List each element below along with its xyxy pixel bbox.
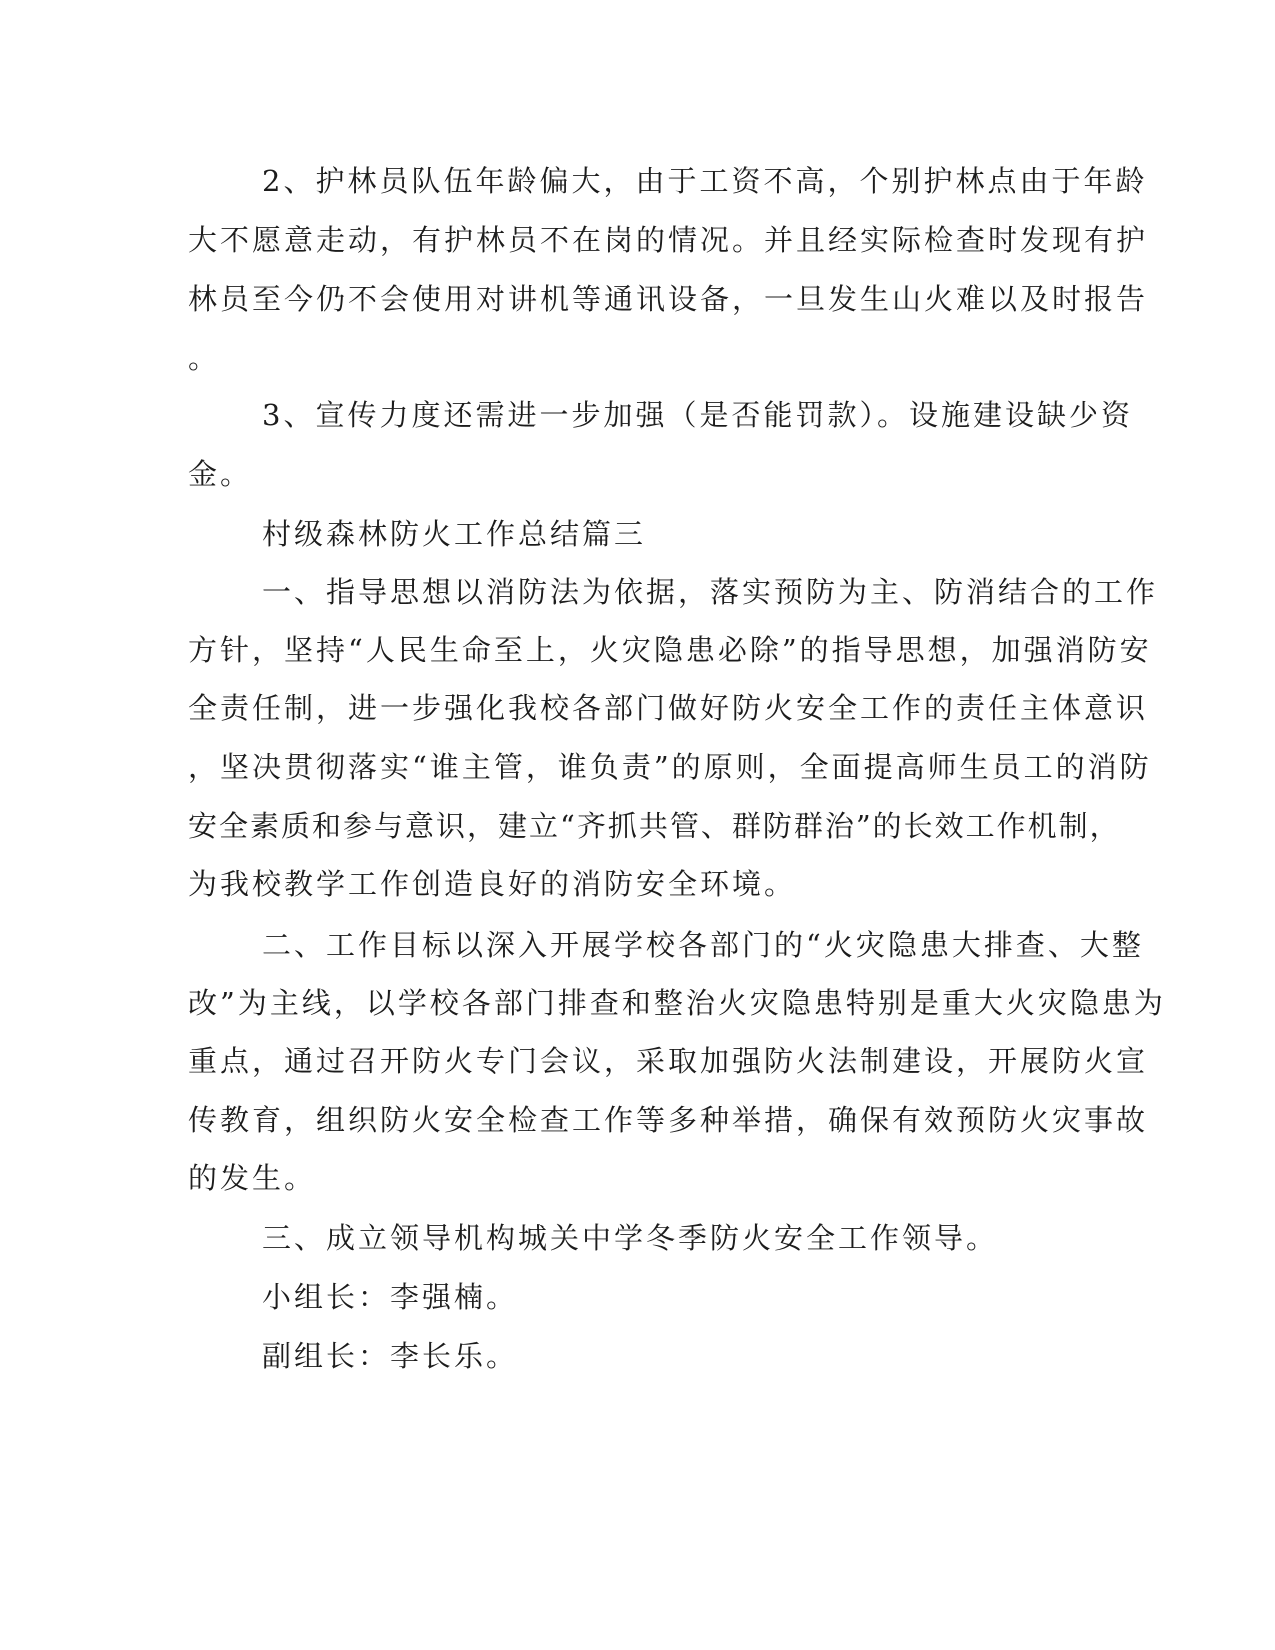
guiding-thought-line-2: 方针，坚持“人民生命至上，火灾隐患必除”的指导思想，加强消防安 bbox=[188, 633, 1152, 667]
paragraph-3-line-1: 3、宣传力度还需进一步加强（是否能罚款）。设施建设缺少资 bbox=[262, 398, 1133, 432]
guiding-thought-line-1: 一、指导思想以消防法为依据，落实预防为主、防消结合的工作 bbox=[262, 575, 1159, 609]
work-goal-line-1: 二、工作目标以深入开展学校各部门的“火灾隐患大排查、大整 bbox=[262, 928, 1144, 962]
work-goal-line-5: 的发生。 bbox=[188, 1161, 317, 1195]
paragraph-3-line-2: 金。 bbox=[188, 457, 253, 491]
deputy-leader-line: 副组长：李长乐。 bbox=[262, 1339, 519, 1373]
paragraph-2-line-1: 2、护林员队伍年龄偏大，由于工资不高，个别护林点由于年龄 bbox=[262, 164, 1148, 198]
guiding-thought-line-5: 安全素质和参与意识，建立“齐抓共管、群防群治”的长效工作机制， bbox=[188, 809, 1121, 843]
paragraph-2-line-2: 大不愿意走动，有护林员不在岗的情况。并且经实际检查时发现有护 bbox=[188, 223, 1149, 257]
guiding-thought-line-6: 为我校教学工作创造良好的消防安全环境。 bbox=[188, 867, 797, 901]
section-heading: 村级森林防火工作总结篇三 bbox=[262, 517, 647, 551]
guiding-thought-line-3: 全责任制，进一步强化我校各部门做好防火安全工作的责任主体意识 bbox=[188, 691, 1149, 725]
work-goal-line-2: 改”为主线，以学校各部门排查和整治火灾隐患特别是重大火灾隐患为 bbox=[188, 986, 1166, 1020]
leadership-heading: 三、成立领导机构城关中学冬季防火安全工作领导。 bbox=[262, 1221, 999, 1255]
guiding-thought-line-4: ，坚决贯彻落实“谁主管，谁负责”的原则，全面提高师生员工的消防 bbox=[188, 750, 1152, 784]
work-goal-line-3: 重点，通过召开防火专门会议，采取加强防火法制建设，开展防火宣 bbox=[188, 1044, 1149, 1078]
work-goal-line-4: 传教育，组织防火安全检查工作等多种举措，确保有效预防火灾事故 bbox=[188, 1103, 1149, 1137]
group-leader-line: 小组长：李强楠。 bbox=[262, 1280, 519, 1314]
paragraph-2-line-3: 林员至今仍不会使用对讲机等通讯设备，一旦发生山火难以及时报告 bbox=[188, 282, 1149, 316]
paragraph-2-line-4: 。 bbox=[188, 341, 221, 375]
